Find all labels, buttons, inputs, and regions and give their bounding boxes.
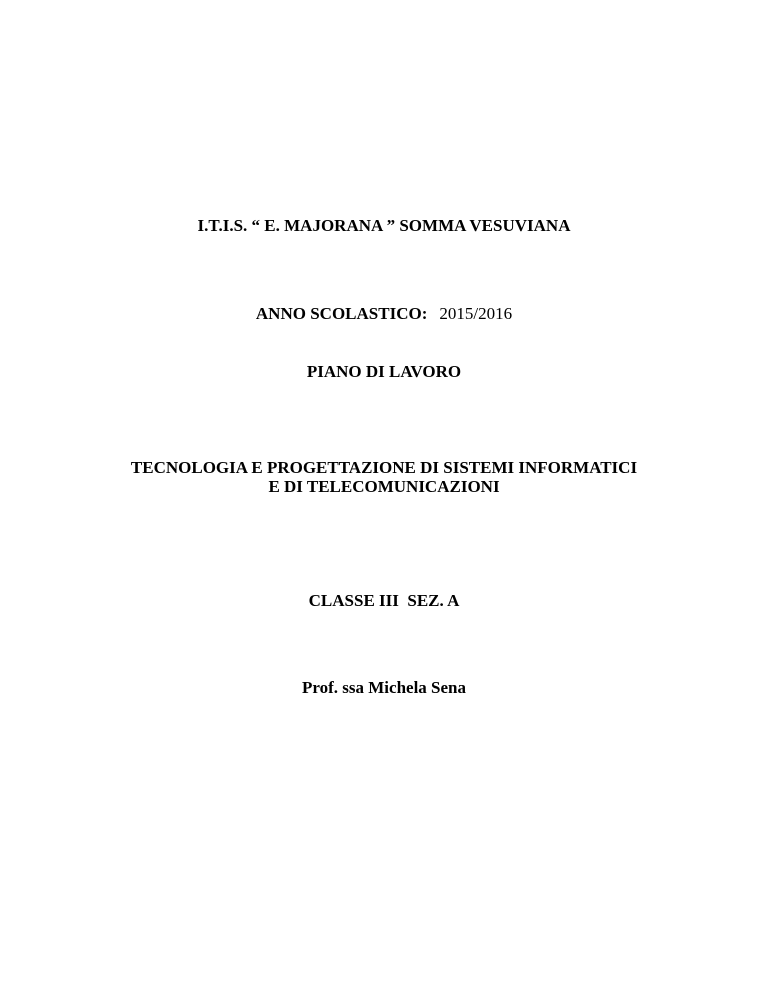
subject-title-line-2: E DI TELECOMUNICAZIONI [268,477,500,496]
school-year-value: 2015/2016 [439,304,513,323]
plan-title: PIANO DI LAVORO [306,362,462,381]
class-section: CLASSE III SEZ. A [308,591,460,610]
school-year [0,304,768,324]
school-name: I.T.I.S. “ E. MAJORANA ” SOMMA VESUVIANA [197,216,571,235]
subject-title-line-1: TECNOLOGIA E PROGETTAZIONE DI SISTEMI INFORMATICI [130,458,638,477]
teacher-name: Prof. ssa Michela Sena [301,678,466,697]
school-year-label: ANNO SCOLASTICO: [255,304,428,323]
